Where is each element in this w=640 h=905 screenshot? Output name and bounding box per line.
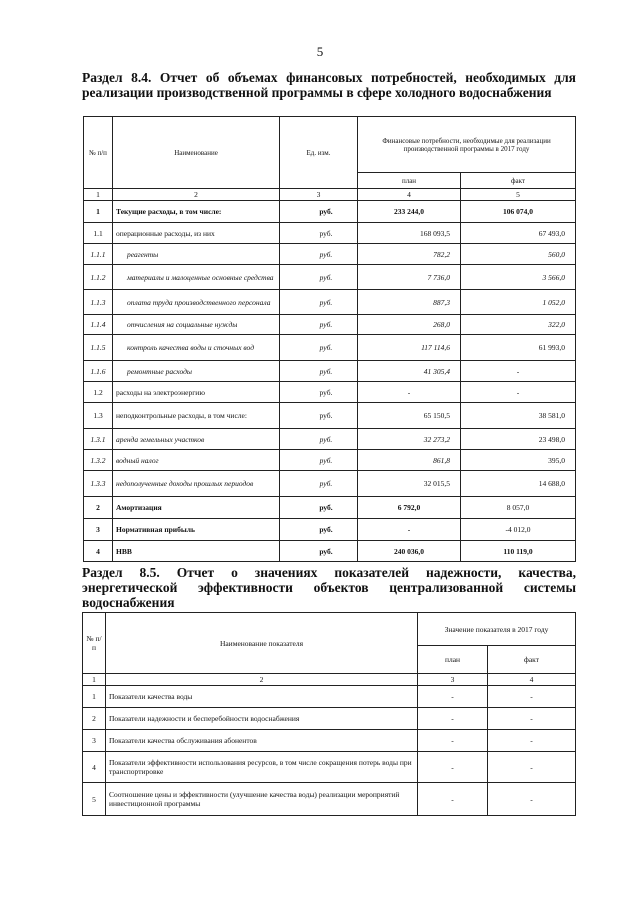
row-fact: - — [461, 382, 576, 403]
header-value: Значение показателя в 2017 году — [418, 613, 576, 646]
row-num: 1.2 — [84, 382, 113, 403]
row-unit: руб. — [280, 265, 358, 290]
table-row — [84, 450, 576, 471]
row-num: 1 — [84, 201, 113, 223]
row-plan: 65 150,5 — [358, 403, 461, 429]
table-row — [84, 361, 576, 382]
row-fact: 67 493,0 — [461, 223, 576, 244]
row-fact: 14 688,0 — [461, 471, 576, 497]
row-unit: руб. — [280, 201, 358, 223]
table-row — [84, 290, 576, 315]
row-num: 2 — [83, 708, 106, 730]
row-name: отчисления на социальные нужды — [113, 315, 280, 335]
index-cell: 2 — [106, 674, 418, 686]
row-fact: 110 119,0 — [461, 541, 576, 562]
table-row — [84, 541, 576, 562]
index-cell: 1 — [83, 674, 106, 686]
header-name: Наименование показателя — [106, 613, 418, 674]
page-number: 5 — [316, 44, 324, 59]
row-num: 1.3.3 — [84, 471, 113, 497]
table-row — [84, 519, 576, 541]
row-fact: 322,0 — [461, 315, 576, 335]
table-row — [83, 783, 576, 816]
header-plan: план — [418, 646, 488, 674]
row-name: оплата труда производственного персонала — [113, 290, 280, 315]
row-name: недополученные доходы прошлых периодов — [113, 471, 280, 497]
row-num: 1.3.2 — [84, 450, 113, 471]
index-cell: 3 — [280, 189, 358, 201]
row-plan: 117 114,6 — [358, 335, 461, 361]
row-fact: 560,0 — [461, 244, 576, 265]
header-unit: Ед. изм. — [280, 117, 358, 189]
row-plan: - — [358, 382, 461, 403]
row-unit: руб. — [280, 497, 358, 519]
table-row — [84, 497, 576, 519]
row-plan: 782,2 — [358, 244, 461, 265]
row-plan: 32 015,5 — [358, 471, 461, 497]
row-name: Нормативная прибыль — [113, 519, 280, 541]
row-num: 1.1 — [84, 223, 113, 244]
row-name: водный налог — [113, 450, 280, 471]
row-name: материалы и малоценные основные средства — [113, 265, 280, 290]
header-needs: Финансовые потребности, необходимые для реализации производственной программы в 2017 году — [358, 117, 576, 173]
row-unit: руб. — [280, 541, 358, 562]
table-row — [84, 471, 576, 497]
row-plan: 41 305,4 — [358, 361, 461, 382]
row-num: 1.3 — [84, 403, 113, 429]
table-row — [84, 403, 576, 429]
table-row — [84, 429, 576, 450]
header-fact: факт — [488, 646, 576, 674]
row-name: ремонтные расходы — [113, 361, 280, 382]
indicators-table — [82, 612, 576, 816]
row-fact: 3 566,0 — [461, 265, 576, 290]
index-cell: 1 — [84, 189, 113, 201]
row-name: Показатели надежности и бесперебойности водоснабжения — [106, 708, 418, 730]
table-row — [83, 752, 576, 783]
row-unit: руб. — [280, 223, 358, 244]
header-name: Наименование — [113, 117, 280, 189]
row-num: 1.1.3 — [84, 290, 113, 315]
row-unit: руб. — [280, 335, 358, 361]
row-plan: 240 036,0 — [358, 541, 461, 562]
row-plan: - — [418, 752, 488, 783]
row-fact: - — [488, 783, 576, 816]
table-row — [84, 223, 576, 244]
row-name: операционные расходы, из них — [113, 223, 280, 244]
row-fact: 106 074,0 — [461, 201, 576, 223]
table-row — [84, 244, 576, 265]
table-row — [84, 335, 576, 361]
row-name: Текущие расходы, в том числе: — [113, 201, 280, 223]
row-unit: руб. — [280, 519, 358, 541]
row-plan: - — [418, 708, 488, 730]
row-fact: 23 498,0 — [461, 429, 576, 450]
row-fact: - — [488, 752, 576, 783]
row-fact: - — [461, 361, 576, 382]
row-plan: 268,0 — [358, 315, 461, 335]
table-row — [84, 382, 576, 403]
row-fact: - — [488, 730, 576, 752]
row-num: 1.1.5 — [84, 335, 113, 361]
table-row — [83, 686, 576, 708]
index-cell: 3 — [418, 674, 488, 686]
row-name: Показатели качества воды — [106, 686, 418, 708]
row-num: 4 — [83, 752, 106, 783]
row-unit: руб. — [280, 382, 358, 403]
row-plan: 32 273,2 — [358, 429, 461, 450]
row-num: 4 — [84, 541, 113, 562]
header-fact: факт — [461, 173, 576, 189]
row-fact: - — [488, 686, 576, 708]
row-unit: руб. — [280, 244, 358, 265]
row-unit: руб. — [280, 403, 358, 429]
row-num: 1.1.2 — [84, 265, 113, 290]
row-plan: - — [418, 730, 488, 752]
row-num: 1 — [83, 686, 106, 708]
row-num: 3 — [83, 730, 106, 752]
index-cell: 4 — [358, 189, 461, 201]
row-num: 2 — [84, 497, 113, 519]
row-name: расходы на электроэнергию — [113, 382, 280, 403]
row-fact: - — [488, 708, 576, 730]
row-fact: 38 581,0 — [461, 403, 576, 429]
header-num: № п/п — [83, 613, 106, 674]
row-plan: 861,8 — [358, 450, 461, 471]
row-num: 1.1.4 — [84, 315, 113, 335]
row-name: Показатели качества обслуживания абонентов — [106, 730, 418, 752]
row-num: 1.1.6 — [84, 361, 113, 382]
row-num: 5 — [83, 783, 106, 816]
table-row — [84, 265, 576, 290]
row-fact: 1 052,0 — [461, 290, 576, 315]
header-plan: план — [358, 173, 461, 189]
row-name: Амортизация — [113, 497, 280, 519]
row-fact: -4 012,0 — [461, 519, 576, 541]
section-8-5-title: Раздел 8.5. Отчет о значениях показателей надежности, качества, энергетической эффективности объектов централизованной системы водоснабжения — [82, 565, 576, 610]
row-num: 3 — [84, 519, 113, 541]
row-fact: 61 993,0 — [461, 335, 576, 361]
row-plan: 7 736,0 — [358, 265, 461, 290]
section-8-4-title: Раздел 8.4. Отчет об объемах финансовых потребностей, необходимых для реализации производственной программы в сфере холодного водоснабжения — [82, 70, 576, 100]
row-unit: руб. — [280, 290, 358, 315]
row-name: аренда земельных участков — [113, 429, 280, 450]
row-fact: 8 057,0 — [461, 497, 576, 519]
row-name: НВВ — [113, 541, 280, 562]
row-name: неподконтрольные расходы, в том числе: — [113, 403, 280, 429]
row-name: контроль качества воды и сточных вод — [113, 335, 280, 361]
financial-needs-table — [83, 116, 576, 562]
row-plan: 168 093,5 — [358, 223, 461, 244]
row-unit: руб. — [280, 429, 358, 450]
row-plan: - — [418, 783, 488, 816]
index-cell: 5 — [461, 189, 576, 201]
row-plan: 6 792,0 — [358, 497, 461, 519]
row-num: 1.1.1 — [84, 244, 113, 265]
table-row — [83, 708, 576, 730]
row-fact: 395,0 — [461, 450, 576, 471]
row-unit: руб. — [280, 450, 358, 471]
row-unit: руб. — [280, 315, 358, 335]
table-row — [83, 730, 576, 752]
index-cell: 2 — [113, 189, 280, 201]
row-plan: - — [358, 519, 461, 541]
row-plan: 887,3 — [358, 290, 461, 315]
row-name: Показатели эффективности использования ресурсов, в том числе сокращения потерь воды при транспортировке — [106, 752, 418, 783]
index-cell: 4 — [488, 674, 576, 686]
row-name: реагенты — [113, 244, 280, 265]
row-plan: - — [418, 686, 488, 708]
row-unit: руб. — [280, 361, 358, 382]
row-unit: руб. — [280, 471, 358, 497]
row-num: 1.3.1 — [84, 429, 113, 450]
header-num: № п/п — [84, 117, 113, 189]
row-plan: 233 244,0 — [358, 201, 461, 223]
row-name: Соотношение цены и эффективности (улучшение качества воды) реализации мероприятий инвестиционной программы — [106, 783, 418, 816]
table-row — [84, 315, 576, 335]
table-row — [84, 201, 576, 223]
